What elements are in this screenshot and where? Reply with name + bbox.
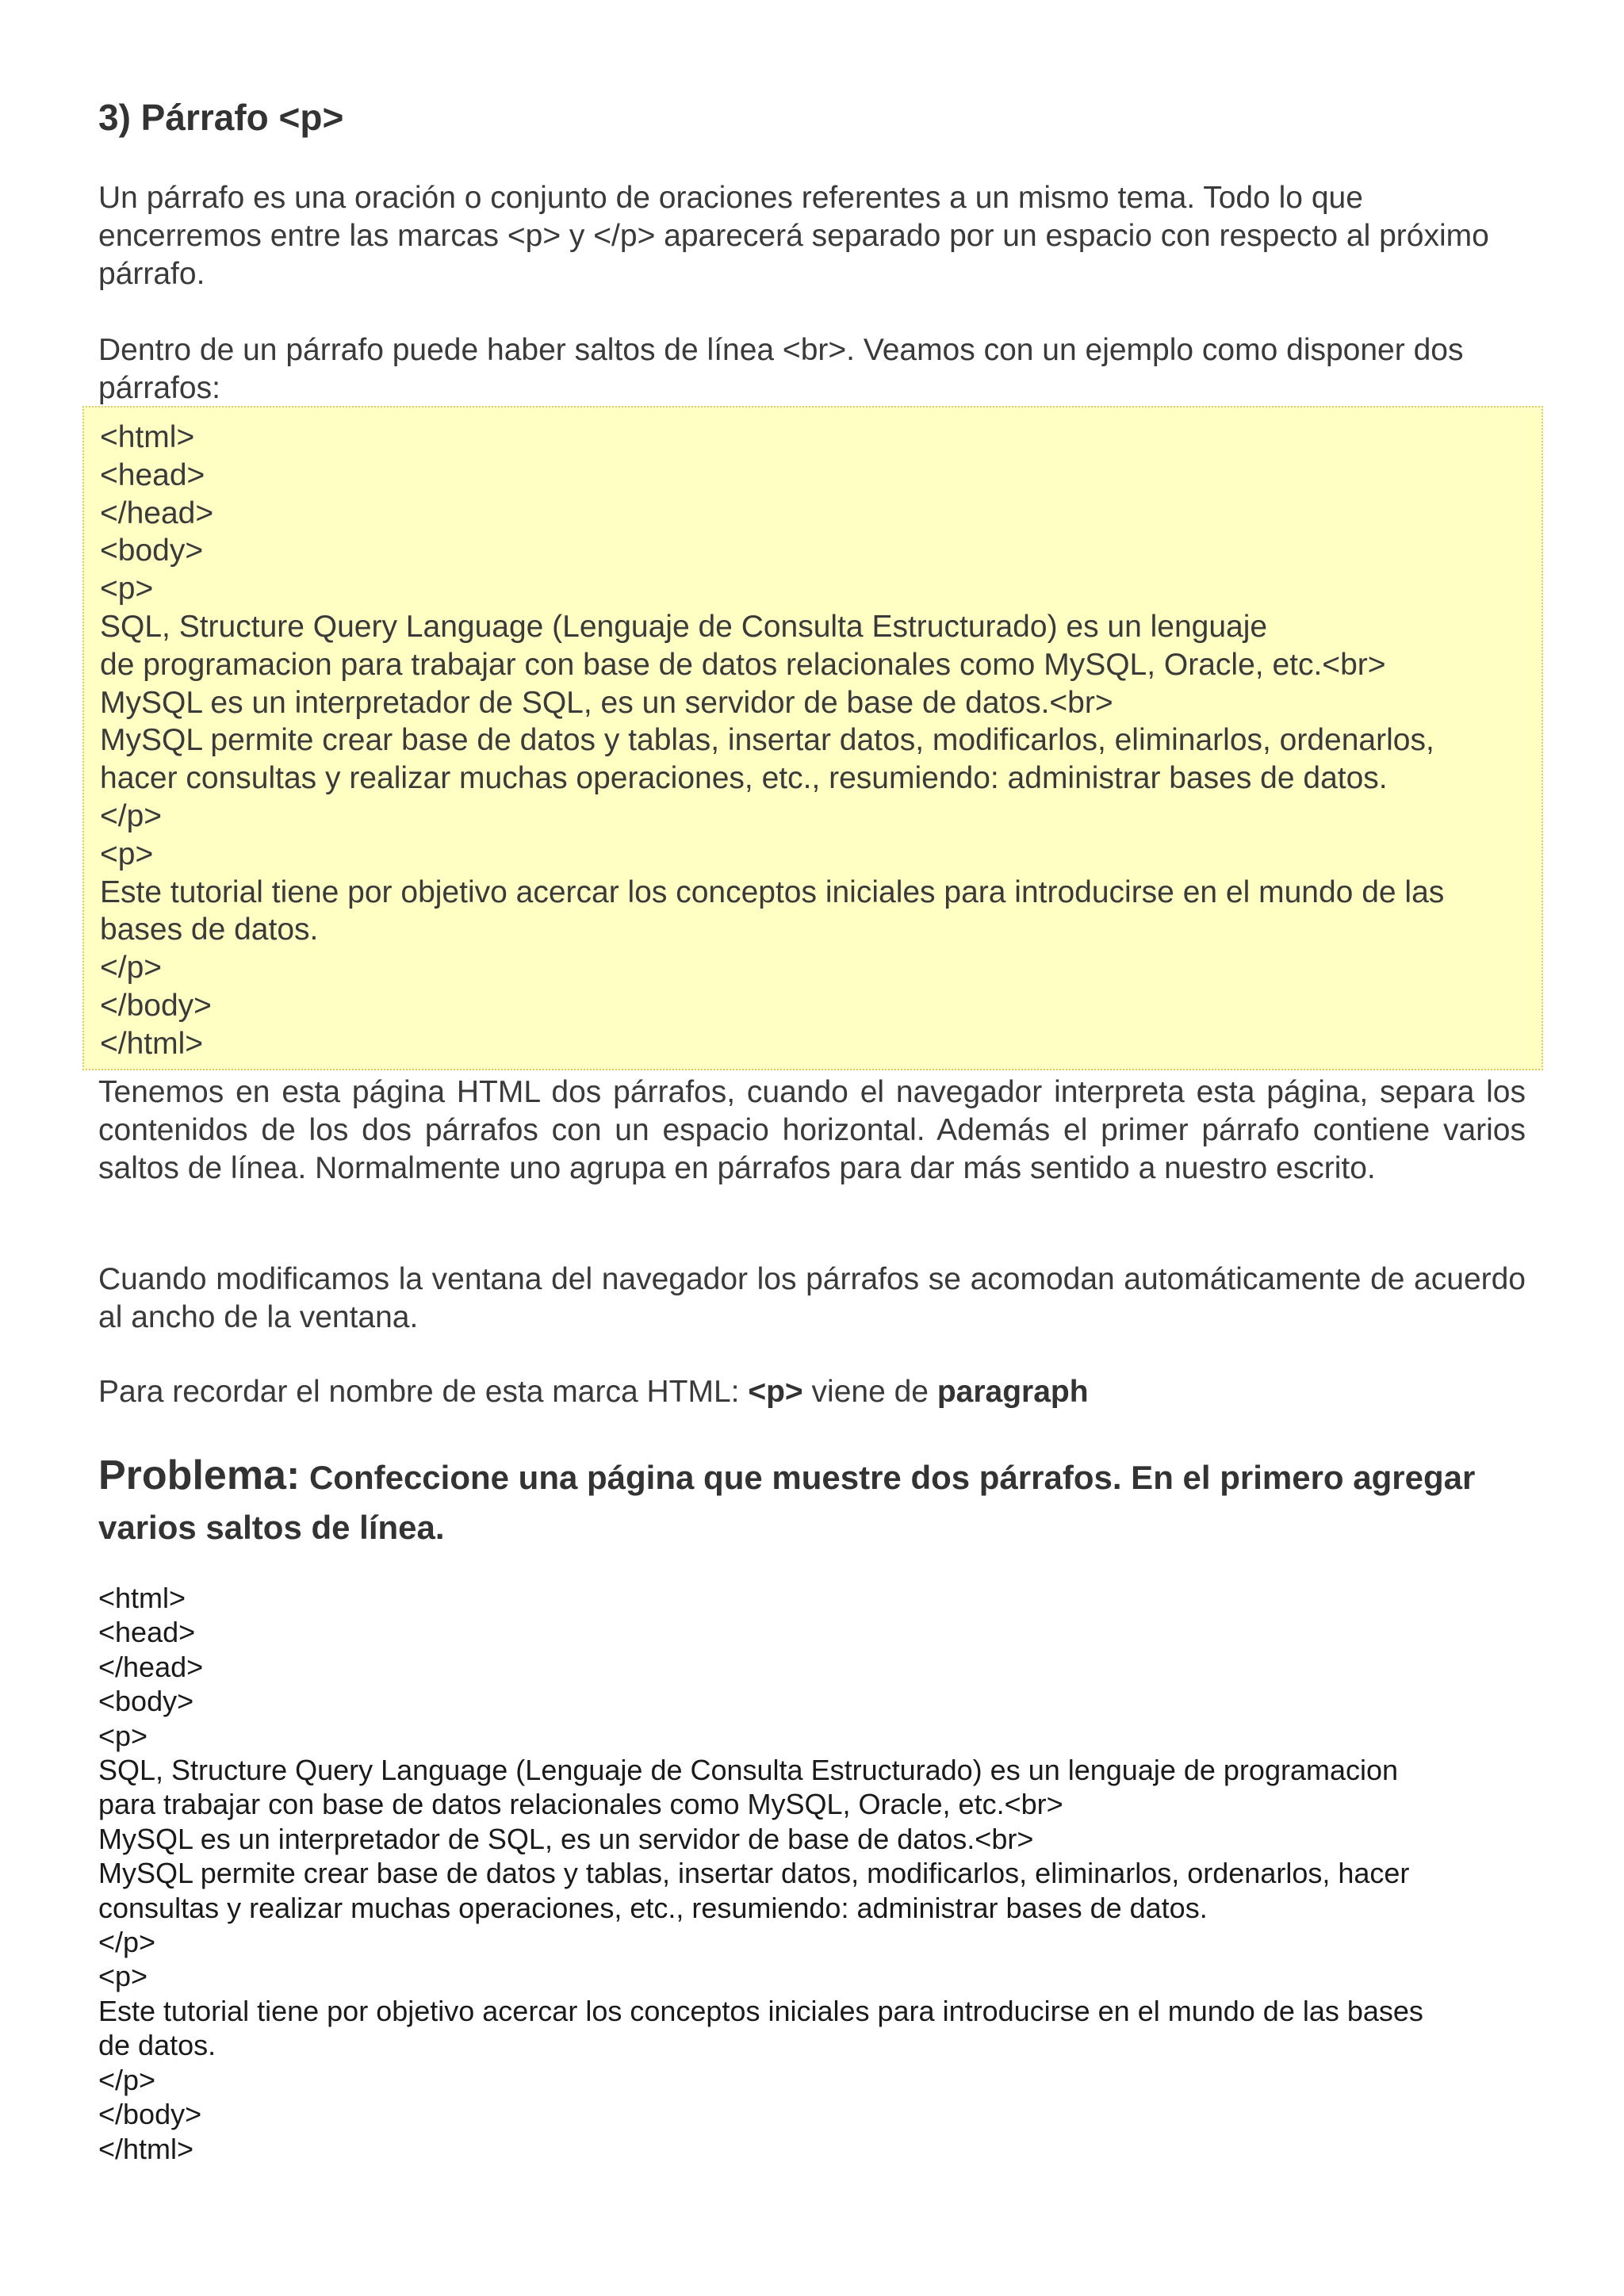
code-line: de programacion para trabajar con base de datos relacionales como MySQL, Oracle, etc.<br> bbox=[100, 647, 1386, 682]
solution-code bbox=[98, 1581, 1526, 2166]
explanation-paragraph: Tenemos en esta página HTML dos párrafos, cuando el navegador interpreta esta página, separa los contenidos de los dos párrafos con un espacio horizontal. Además el primer párrafo contiene varios saltos de línea. Normalmente uno agrupa en párrafos para dar más sentido a nuestro escrito. bbox=[98, 1075, 1526, 1185]
solution-code-line: MySQL permite crear base de datos y tablas, insertar datos, modificarlos, eliminarlos, ordenarlos, hacer bbox=[98, 1857, 1410, 1890]
mnemonic-middle: viene de bbox=[802, 1375, 937, 1409]
solution-code-line: Este tutorial tiene por objetivo acercar los conceptos iniciales para introducirse en el mundo de las bases bbox=[98, 1994, 1423, 2027]
code-line: MySQL permite crear base de datos y tablas, insertar datos, modificarlos, eliminarlos, ordenarlos, bbox=[100, 723, 1434, 758]
solution-code-line: <p> bbox=[98, 1960, 148, 1993]
mnemonic-prefix: Para recordar el nombre de esta marca HTML: bbox=[98, 1375, 749, 1409]
solution-code-line: </html> bbox=[98, 2132, 194, 2165]
solution-code-line: <head> bbox=[98, 1616, 196, 1649]
solution-code-line: </head> bbox=[98, 1650, 204, 1683]
code-line: SQL, Structure Query Language (Lenguaje de Consulta Estructurado) es un lenguaje bbox=[100, 609, 1268, 644]
solution-code-line: para trabajar con base de datos relacionales como MySQL, Oracle, etc.<br> bbox=[98, 1788, 1063, 1821]
problem-statement bbox=[98, 1451, 1526, 1552]
code-line: </html> bbox=[100, 1026, 204, 1061]
line-breaks-paragraph: Dentro de un párrafo puede haber saltos de línea <br>. Veamos con un ejemplo como disponer dos párrafos: bbox=[98, 333, 1464, 405]
code-line: <p> bbox=[100, 572, 154, 607]
code-line: <body> bbox=[100, 534, 204, 568]
code-line: <html> bbox=[100, 420, 195, 454]
code-line: </body> bbox=[100, 988, 212, 1023]
problem-label: Problema: bbox=[98, 1452, 301, 1498]
intro-paragraph: Un párrafo es una oración o conjunto de oraciones referentes a un mismo tema. Todo lo que encerremos entre las marcas <p> y </p> aparecerá separado por un espacio con respecto al próximo párrafo. bbox=[98, 181, 1489, 291]
code-line: MySQL es un interpretador de SQL, es un servidor de base de datos.<br> bbox=[100, 685, 1113, 720]
code-line: <p> bbox=[100, 836, 154, 871]
example-code-box bbox=[82, 406, 1543, 1070]
solution-code-line: MySQL es un interpretador de SQL, es un servidor de base de datos.<br> bbox=[98, 1822, 1034, 1855]
mnemonic-paragraph bbox=[98, 1373, 1526, 1411]
mnemonic-tag: <p> bbox=[748, 1375, 803, 1409]
problem-text: Confeccione una página que muestre dos párrafos. En el primero agregar varios saltos de línea. bbox=[98, 1459, 1476, 1546]
solution-code-line: SQL, Structure Query Language (Lenguaje de Consulta Estructurado) es un lenguaje de programacion bbox=[98, 1754, 1399, 1787]
solution-code-line: </body> bbox=[98, 2098, 202, 2131]
code-line: </p> bbox=[100, 951, 163, 985]
mnemonic-word: paragraph bbox=[936, 1375, 1089, 1409]
code-line: </head> bbox=[100, 496, 214, 530]
code-line: <head> bbox=[100, 457, 205, 492]
solution-code-line: de datos. bbox=[98, 2029, 216, 2062]
solution-code-line: </p> bbox=[98, 1926, 156, 1959]
code-line: Este tutorial tiene por objetivo acercar los conceptos iniciales para introducirse en el mundo de las bbox=[100, 874, 1445, 909]
solution-code-line: <html> bbox=[98, 1582, 186, 1614]
section-title: 3) Párrafo <p> bbox=[98, 97, 344, 138]
solution-code-line: <p> bbox=[98, 1719, 148, 1752]
resize-paragraph: Cuando modificamos la ventana del navegador los párrafos se acomodan automáticamente de acuerdo al ancho de la ventana. bbox=[98, 1262, 1526, 1334]
solution-code-line: <body> bbox=[98, 1685, 194, 1718]
solution-code-line: consultas y realizar muchas operaciones, etc., resumiendo: administrar bases de datos. bbox=[98, 1891, 1208, 1924]
code-line: hacer consultas y realizar muchas operaciones, etc., resumiendo: administrar bases de datos. bbox=[100, 761, 1388, 796]
code-line: bases de datos. bbox=[100, 913, 319, 947]
code-line: </p> bbox=[100, 798, 163, 833]
solution-code-line: </p> bbox=[98, 2063, 156, 2096]
